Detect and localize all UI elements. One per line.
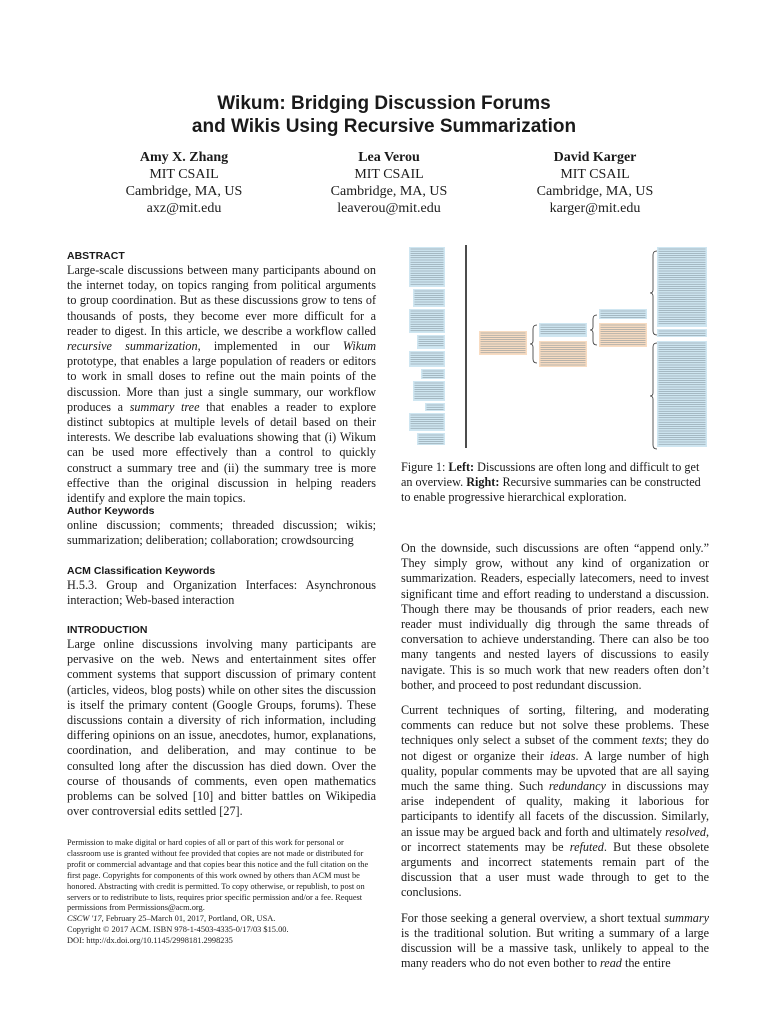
paragraph-emphasis: refuted: [569, 839, 604, 854]
comment-box: [409, 351, 445, 367]
paragraph-emphasis: texts: [641, 733, 665, 748]
introduction-text: Large online discussions involving many participants are pervasive on the web. News and entertainment sites offer comment systems that support discussion of primary content (articles, videos, blog posts) while on other sites the discussion is itself the primary content (Google Groups, forums). These discussions contain a diversity of rich information, including differing opinions on an issue, anecdotes, humor, explanations, coordination, and deliberation, and may continue to be consulted long after the discussion has died down. Over the course of thousands of comments, even open mathematics problems can be solved [10] and bitter battles on Wikipedia over controversial edits settled [27].: [67, 637, 376, 819]
acm-text: H.5.3. Group and Organization Interfaces: Asynchronous interaction; Web-based interaction: [67, 578, 376, 608]
author-affiliation: MIT CSAIL: [560, 167, 630, 182]
right-column-text: [401, 541, 709, 971]
comment-box: [409, 247, 445, 287]
abstract-term: summary tree: [129, 399, 200, 414]
conference-name: CSCW '17: [67, 914, 102, 924]
abstract-text: [67, 263, 376, 506]
summary-box: [479, 331, 527, 355]
caption-left-label: Left:: [448, 460, 475, 474]
paragraph-part: , or incorrect statements may be: [401, 824, 709, 854]
author-email[interactable]: axz@mit.edu: [146, 201, 222, 216]
tree-brace: [650, 343, 657, 449]
caption-label: Figure 1:: [401, 460, 449, 474]
tree-brace: [590, 315, 597, 345]
author-location: Cambridge, MA, US: [536, 184, 654, 199]
author-name: Amy X. Zhang: [139, 150, 229, 165]
acm-heading: ACM Classification Keywords: [67, 565, 216, 577]
title-line-2: and Wikis Using Recursive Summarization: [191, 116, 577, 137]
long-discussion-thread: [409, 247, 445, 445]
summary-tree: [479, 247, 707, 449]
paragraph-emphasis: resolved: [665, 824, 706, 839]
introduction-heading: INTRODUCTION: [67, 624, 148, 636]
abstract-section: [67, 250, 376, 506]
permission-text: Permission to make digital or hard copies of all or part of this work for personal or classroom use is granted without fee provided that copies are not made or distributed for profit or commercial advantage and that copies bear this notice and the full citation on the first page. Copyrights for components of this work owned by others than ACM must be honored. Abstracting with credit is permitted. To copy otherwise, or republish, to post on servers or to redistribute to lists, requires prior specific permission and/or a fee. Request permissions from Permissions@acm.org.: [67, 838, 369, 913]
abstract-heading: ABSTRACT: [67, 250, 125, 262]
doi-line[interactable]: DOI: http://dx.doi.org/10.1145/2998181.2998235: [67, 936, 233, 946]
author-1: [74, 149, 294, 217]
author-3: [485, 149, 705, 217]
paragraph-part: the entire: [621, 956, 671, 971]
abstract-part: Large-scale discussions between many participants abound on the internet today, on topics ranging from political arguments to group coordination. But as these discussions grow to tens of thousands of posts, they become ever more difficult for a reader to digest. In this article, we describe a workflow called: [67, 263, 376, 338]
author-email[interactable]: leaverou@mit.edu: [337, 201, 441, 216]
abstract-part: that enables a reader to explore distinct subtopics at multiple levels of detail based on their interests. We describe lab evaluations showing that (i) Wikum can be used more effectively than a control to quickly construct a summary tree and (ii) the summary tree is more effective than the original discussion in helping readers identify and explore the main topics.: [67, 399, 377, 506]
paragraph-part: . A large number of high quality, popular comments may be upvoted that are all saying much the same thing. Such: [401, 748, 710, 794]
acm-section: [67, 565, 376, 608]
conference-line: [67, 914, 376, 925]
conference-details: , February 25–March 01, 2017, Portland, OR, USA.: [101, 914, 276, 924]
author-name: Lea Verou: [358, 150, 420, 165]
caption-left-text: Discussions are often long and difficult to get an overview.: [401, 460, 700, 490]
paragraph-3: [401, 911, 709, 972]
caption-right-text: Recursive summaries can be constructed to enable progressive hierarchical exploration.: [401, 475, 701, 505]
author-email[interactable]: karger@mit.edu: [549, 201, 641, 216]
abstract-part: , implemented in our: [197, 339, 343, 354]
tree-brace: [650, 251, 657, 335]
author-location: Cambridge, MA, US: [125, 184, 243, 199]
paragraph-part: ; they do not digest or organize their: [401, 733, 709, 763]
paragraph-part: in discussions may arise independent of quality, making it laborious for participants to identify all facets of the discussion. Similarly, an issue may be argued back and forth and ultimately: [401, 779, 709, 839]
paragraph-part: For those seeking a general overview, a short textual: [401, 910, 665, 925]
author-location: Cambridge, MA, US: [330, 184, 448, 199]
keywords-text: online discussion; comments; threaded discussion; wikis; summarization; deliberation; collaboration; crowdsourcing: [67, 518, 376, 548]
permission-block: [67, 838, 376, 947]
keywords-section: [67, 505, 376, 548]
keywords-heading: Author Keywords: [67, 505, 155, 517]
abstract-term: Wikum: [342, 339, 377, 354]
title-line-1: Wikum: Bridging Discussion Forums: [217, 93, 551, 114]
paper-title: [0, 92, 768, 138]
summary-box: [599, 323, 647, 347]
paragraph-emphasis: ideas: [549, 748, 576, 763]
abstract-term: recursive summarization: [67, 339, 198, 354]
figure-1-illustration: [403, 243, 713, 455]
introduction-section: [67, 624, 376, 819]
paragraph-emphasis: read: [600, 956, 622, 971]
paragraph-1: On the downside, such discussions are often “append only.” They simply grow, without any kind of organization or summarization. Readers, especially latecomers, need to invest significant time and effort reading to understand a discussion. Though there may be thousands of prior readers, each new reader must individually dig through the same threads of conversation to achieve understanding. There can also be too many tangents and nested layers of discussions to easily navigate. This is so much work that new readers often don’t bother, and proceed to post redundant discussion.: [401, 541, 709, 692]
author-affiliation: MIT CSAIL: [354, 167, 424, 182]
comment-box: [413, 381, 445, 401]
caption-right-label: Right:: [466, 475, 500, 490]
author-2: [279, 149, 499, 217]
tree-brace: [530, 325, 537, 363]
copyright-line: Copyright © 2017 ACM. ISBN 978-1-4503-4335-0/17/03 $15.00.: [67, 925, 289, 935]
paragraph-part: is the traditional solution. But writing a summary of a large discussion will be a massive task, unlikely to appeal to the many readers who do not even bother to: [401, 925, 709, 971]
paragraph-2: [401, 703, 709, 901]
comment-box: [409, 309, 445, 333]
paragraph-emphasis: redundancy: [548, 779, 606, 794]
figure-1-caption: [401, 460, 711, 506]
author-affiliation: MIT CSAIL: [149, 167, 219, 182]
author-name: David Karger: [553, 150, 637, 165]
paragraph-part: . But these obsolete arguments and incorrect statements remain part of the discussion that a user must wade through to get to the conclusions.: [401, 839, 710, 900]
paragraph-emphasis: summary: [664, 910, 709, 925]
paragraph-part: Current techniques of sorting, filtering, and moderating comments can reduce but not solve these problems. These techniques only select a subset of the comment: [401, 703, 709, 748]
abstract-part: prototype, that enables a large population of readers or editors to work in small doses to refine out the main points of the discussion. More than just a single summary, our workflow produces a: [67, 354, 376, 414]
